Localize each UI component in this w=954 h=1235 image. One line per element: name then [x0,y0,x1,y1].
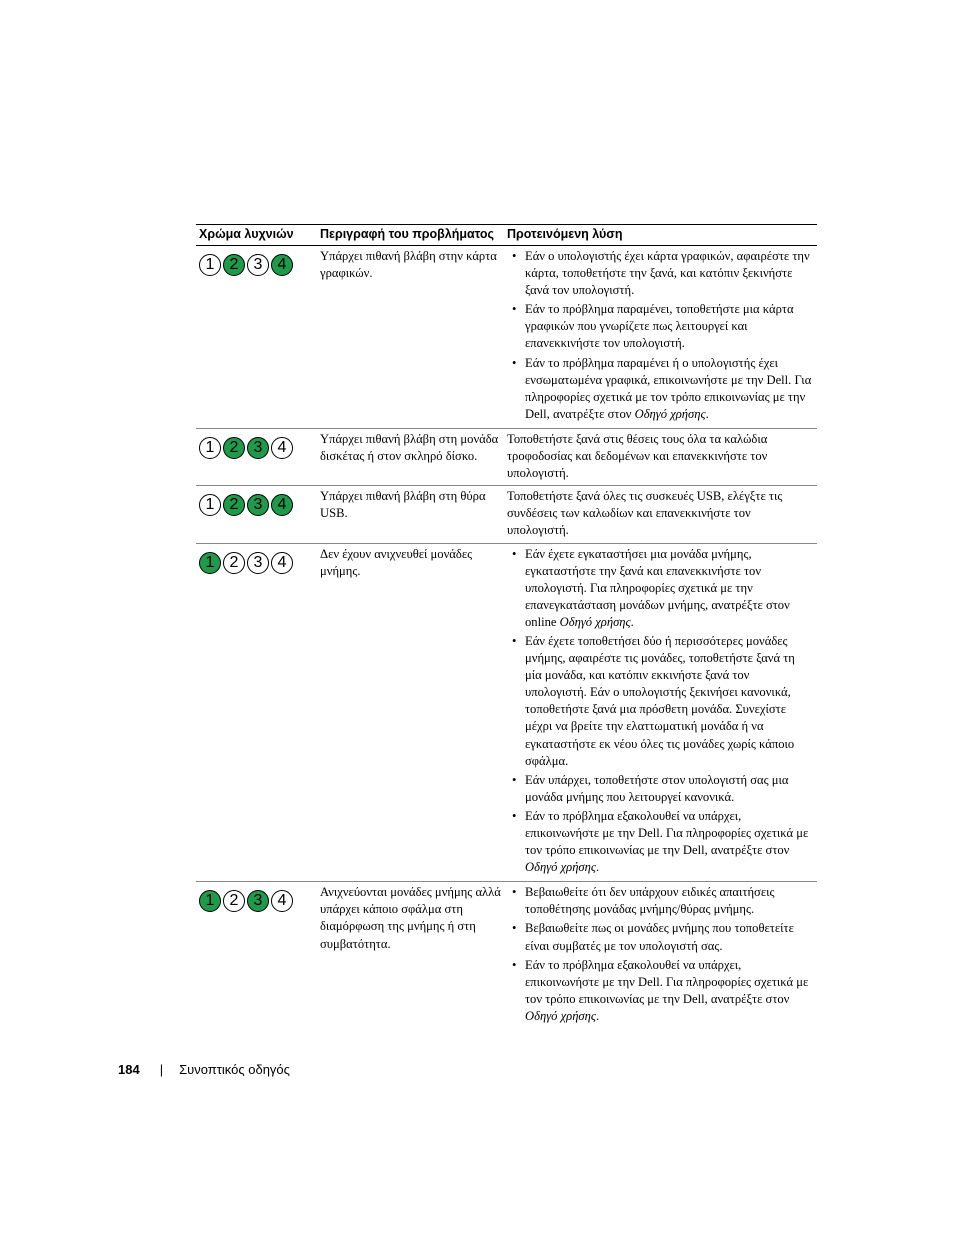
light-pattern-cell [196,246,317,429]
diagnostic-light-4-on-icon: 4 [271,494,293,516]
solution-text: Εάν το πρόβλημα παραμένει ή ο υπολογιστής έχει ενσωματωμένα γραφικά, επικοινωνήστε με την Dell. Για πληροφορίες σχετικά με τον τρόπο επικοινωνίας με την Dell, ανατρέξτε στον [525,355,812,421]
problem-description: Δεν έχουν ανιχνευθεί μονάδες μνήμης. [317,543,504,882]
solution-list-item [507,920,814,954]
diagnostic-light-1-off-icon: 1 [199,437,221,459]
diagnostic-lights [199,884,314,912]
light-pattern-cell [196,486,317,543]
solution-text: Εάν έχετε εγκαταστήσει μια μονάδα μνήμης, εγκαταστήστε την ξανά και επανεκκινήστε τον υπολογιστή. Για πληροφορίες σχετικά με την επανεγκατάσταση μονάδων μνήμης, ανατρέξτε στον online [525,546,790,629]
solution-list [507,884,814,1025]
solution-text: Βεβαιωθείτε ότι δεν υπάρχουν ειδικές απαιτήσεις τοποθέτησης μονάδας μνήμης/θύρας μνήμης. [525,885,775,917]
solution-list-item [507,633,814,770]
diagnostic-light-2-off-icon: 2 [223,552,245,574]
user-guide-reference: Οδηγό χρήσης [525,1008,597,1023]
diagnostic-light-4-off-icon: 4 [271,890,293,912]
solution-list-item [507,355,814,423]
solution-text: Εάν το πρόβλημα εξακολουθεί να υπάρχει, επικοινωνήστε με την Dell. Για πληροφορίες σχετικά με τον τρόπο επικοινωνίας με την Dell, ανατρέξτε στον [525,957,809,1006]
solution-text: Εάν έχετε τοποθετήσει δύο ή περισσότερες μονάδες μνήμης, αφαιρέστε τις μονάδες, τοποθετήστε ξανά τη μία μονάδα, και κατόπιν εκκινήστε ξανά τον υπολογιστή. Εάν ο υπολογιστής ξεκινήσει κανονικά, τοποθετήστε ξανά μια πρόσθετη μονάδα. Συνεχίστε μέχρι να βρείτε την ελαττωματική μονάδα ή να εγκαταστήστε εκ νέου όλες τις μονάδες χωρίς κάποιο σφάλμα. [525,633,795,768]
header-suggested-solution: Προτεινόμενη λύση [504,225,817,246]
solution-text: Εάν το πρόβλημα εξακολουθεί να υπάρχει, επικοινωνήστε με την Dell. Για πληροφορίες σχετικά με τον τρόπο επικοινωνίας με την Dell, ανατρέξτε στον [525,808,809,858]
user-guide-reference: Οδηγό χρήσης [559,614,631,629]
table-header-row [196,225,817,246]
suggested-solution [504,543,817,882]
diagnostic-light-3-on-icon: 3 [247,890,269,912]
header-light-color: Χρώμα λυχνιών [196,225,317,246]
solution-list-item [507,248,814,299]
diagnostic-light-1-on-icon: 1 [199,552,221,574]
diagnostic-lights [199,546,314,574]
footer-section-title: Συνοπτικός οδηγός [179,1062,290,1077]
table-row [196,428,817,485]
solution-list-item [507,301,814,352]
diagnostic-lights [199,431,314,459]
diagnostic-light-3-on-icon: 3 [247,494,269,516]
page-number: 184 [118,1062,140,1077]
diagnostic-light-1-off-icon: 1 [199,494,221,516]
diagnostic-light-4-off-icon: 4 [271,552,293,574]
solution-text: Εάν υπάρχει, τοποθετήστε στον υπολογιστή σας μια μονάδα μνήμης που λειτουργεί κανονικά. [525,772,789,804]
light-pattern-cell [196,882,317,1030]
light-pattern-cell [196,428,317,485]
problem-description: Υπάρχει πιθανή βλάβη στην κάρτα γραφικών. [317,246,504,429]
solution-list [507,248,814,423]
footer-separator: | [159,1062,164,1077]
diagnostic-lights-table [196,224,817,1030]
diagnostic-light-3-off-icon: 3 [247,254,269,276]
solution-list-item [507,808,814,876]
solution-list-item [507,546,814,631]
solution-text-end: . [596,1008,600,1023]
user-guide-reference: Οδηγό χρήσης [525,860,597,875]
problem-description: Ανιχνεύονται μονάδες μνήμης αλλά υπάρχει κάποιο σφάλμα στη διαμόρφωση της μνήμης ή στη συμβατότητα. [320,885,501,951]
solution-text: Βεβαιωθείτε πως οι μονάδες μνήμης που τοποθετείτε είναι συμβατές με τον υπολογιστή σας. [525,921,794,953]
solution-list-item [507,957,814,1025]
light-pattern-cell [196,543,317,882]
solution-list [507,546,814,877]
table-row [196,543,817,882]
suggested-solution [504,882,817,1030]
problem-description: Υπάρχει πιθανή βλάβη στη μονάδα δισκέτας ή στον σκληρό δίσκο. [317,428,504,485]
suggested-solution: Τοποθετήστε ξανά όλες τις συσκευές USB, ελέγξτε τις συνδέσεις των καλωδίων και επανεκκινήστε τον υπολογιστή. [504,486,817,543]
diagnostic-light-1-off-icon: 1 [199,254,221,276]
suggested-solution: Τοποθετήστε ξανά στις θέσεις τους όλα τα καλώδια τροφοδοσίας και δεδομένων και επανεκκινήστε τον υπολογιστή. [504,428,817,485]
diagnostic-light-1-on-icon: 1 [199,890,221,912]
diagnostic-light-4-on-icon: 4 [271,254,293,276]
table-row [196,882,817,1030]
header-problem-description: Περιγραφή του προβλήματος [317,225,504,246]
user-guide-reference: Οδηγό χρήσης [634,406,706,421]
page-footer [118,1062,290,1077]
solution-text: Εάν ο υπολογιστής έχει κάρτα γραφικών, αφαιρέστε την κάρτα, τοποθετήστε την ξανά, και κατόπιν ξεκινήστε ξανά τον υπολογιστή. [525,249,810,298]
problem-description: Υπάρχει πιθανή βλάβη στη θύρα USB. [317,486,504,543]
table-row [196,246,817,429]
table-row [196,486,817,543]
solution-text: Εάν το πρόβλημα παραμένει, τοποθετήστε μια κάρτα γραφικών που γνωρίζετε πως λειτουργεί και επανεκκινήστε τον υπολογιστή. [525,302,794,351]
diagnostic-light-4-off-icon: 4 [271,437,293,459]
diagnostic-light-3-on-icon: 3 [247,437,269,459]
solution-text-end: . [705,406,709,421]
diagnostic-light-2-off-icon: 2 [223,890,245,912]
solution-text-end: . [630,614,634,629]
diagnostic-light-2-on-icon: 2 [223,437,245,459]
solution-text-end: . [596,860,600,875]
diagnostic-light-2-on-icon: 2 [223,494,245,516]
diagnostic-lights [199,488,314,516]
solution-list-item [507,772,814,806]
diagnostic-light-2-on-icon: 2 [223,254,245,276]
diagnostic-light-3-off-icon: 3 [247,552,269,574]
suggested-solution [504,246,817,429]
solution-list-item [507,884,814,918]
diagnostic-lights [199,248,314,276]
